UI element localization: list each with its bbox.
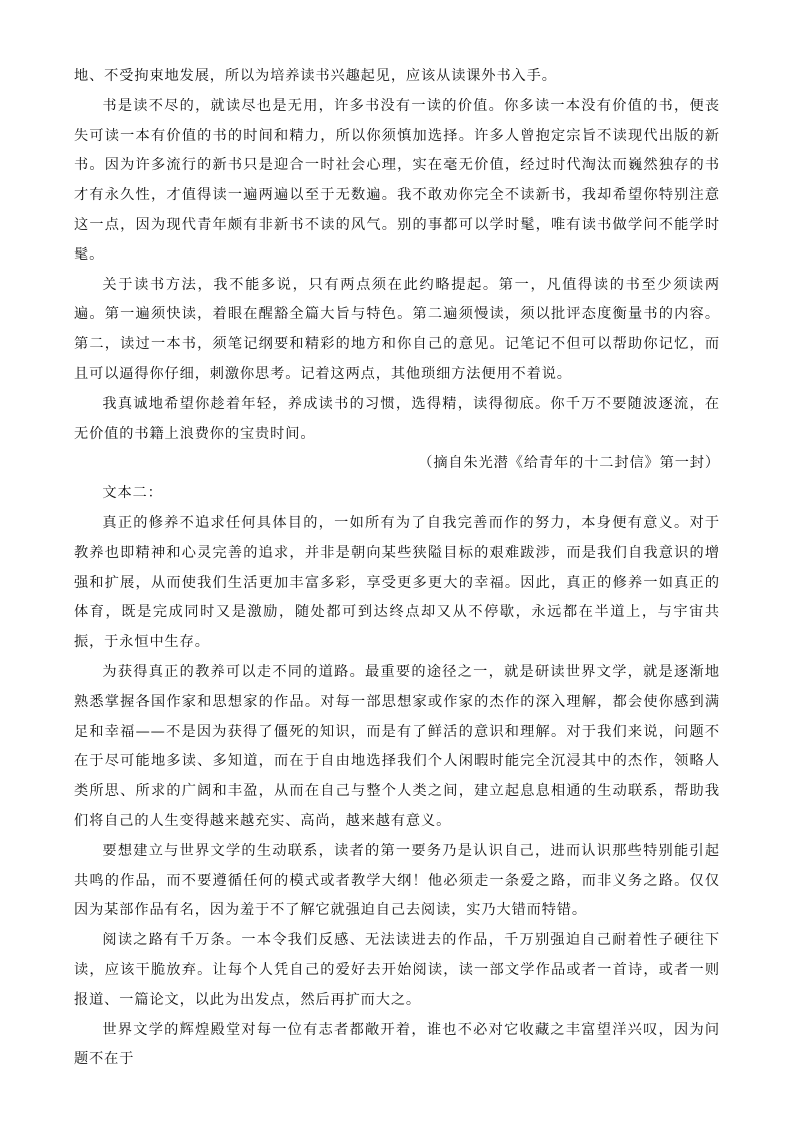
paragraph-know-yourself: 要想建立与世界文学的生动联系，读者的第一要务乃是认识自己，进而认识那些特别能引起共鸣的作品，而不要遵循任何的模式或者教学大纲！他必须走一条爱之路，而非义务之路。仅仅因为某部作品有名，因为羞于不了解它就强迫自己去阅读，实乃大错而特错。 [74,842,720,919]
paragraph-continuation: 地、不受拘束地发展，所以为培养读书兴趣起见，应该从读课外书入手。 [74,68,557,84]
paragraph-world-literature: 为获得真正的教养可以走不同的道路。最重要的途径之一，就是研读世界文学，就是逐渐地熟悉掌握各国作家和思想家的作品。对每一部思想家或作家的杰作的深入理解，都会使你感到满足和幸福——不是因为获得了僵死的知识，而是有了鲜活的意识和理解。对于我们来说，问题不在于尽可能地多读、多知道，而在于自由地选择我们个人闲暇时能完全沉浸其中的杰作，领略人类所思、所求的广阔和丰盈，从而在自己与整个人类之间，建立起息息相通的生动联系，帮助我们将自己的人生变得越来越充实、高尚，越来越有意义。 [74,663,720,829]
source-citation: （摘自朱光潜《给青年的十二封信》第一封） [418,455,720,472]
paragraph-true-cultivation: 真正的修养不追求任何具体目的，一如所有为了自我完善而作的努力，本身便有意义。对于教养也即精神和心灵完善的追求，并非是朝向某些狭隘目标的艰难跋涉，而是我们自我意识的增强和扩展，从而使我们生活更加丰富多彩，享受更多更大的幸福。因此，真正的修养一如真正的体育，既是完成同时又是激励，随处都可到达终点却又从不停歇，永远都在半道上，与宇宙共振，于永恒中生存。 [74,514,720,651]
section-heading-text-two: 文本二： [102,485,163,502]
paragraph-books-choice: 书是读不尽的，就读尽也是无用，许多书没有一读的价值。你多读一本没有价值的书，便丧失可读一本有价值的书的时间和精力，所以你须慎加选择。许多人曾抱定宗旨不读现代出版的新书。因为许多流行的新书只是迎合一时社会心理，实在毫无价值，经过时代淘汰而巍然独存的书才有永久性，才值得读一遍两遍以至于无数遍。我不敢劝你完全不读新书，我却希望你特别注意这一点，因为现代青年颇有非新书不读的风气。别的事都可以学时髦，唯有读书做学问不能学时髦。 [74,97,720,263]
document-body [74,62,720,1075]
paragraph-reading-method: 关于读书方法，我不能多说，只有两点须在此约略提起。第一，凡值得读的书至少须读两遍。第一遍须快读，着眼在醒豁全篇大旨与特色。第二遍须慢读，须以批评态度衡量书的内容。第二，读过一本书，须笔记纲要和精彩的地方和你自己的意见。记笔记不但可以帮助你记忆，而且可以逼得你仔细，刺激你思考。记着这两点，其他琐细方法便用不着说。 [74,276,720,382]
paragraph-literature-hall: 世界文学的辉煌殿堂对每一位有志者都敞开着，谁也不必对它收藏之丰富望洋兴叹，因为问题不在于 [74,1021,720,1068]
paragraph-hope: 我真诚地希望你趁着年轻，养成读书的习惯，选得精，读得彻底。你千万不要随波逐流，在无价值的书籍上浪费你的宝贵时间。 [74,395,720,442]
paragraph-reading-paths: 阅读之路有千万条。一本令我们反感、无法读进去的作品，千万别强迫自己耐着性子硬往下读，应该干脆放弃。让每个人凭自己的爱好去开始阅读，读一部文学作品或者一首诗，或者一则报道、一篇论文，以此为出发点，然后再扩而大之。 [74,932,720,1008]
